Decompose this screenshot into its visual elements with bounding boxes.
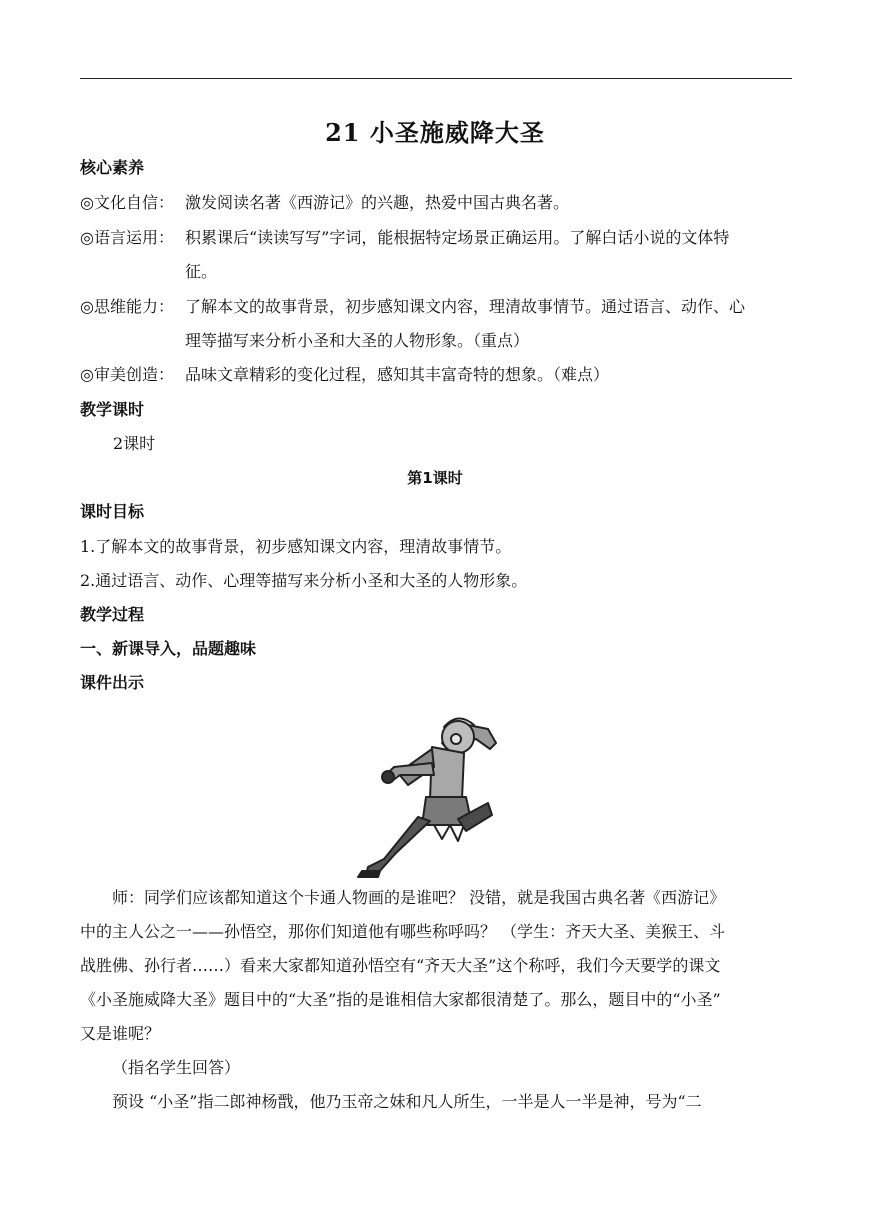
competency-language: [80, 228, 729, 248]
paragraph-line: 师：同学们应该都知道这个卡通人物画的是谁吧？ 没错，就是我国古典名著《西游记》: [112, 888, 726, 907]
paragraph-line: 《小圣施威降大圣》题目中的“大圣”指的是谁相信大家都很清楚了。那么，题目中的“小圣”: [80, 990, 721, 1009]
section-process-heading: 教学过程: [80, 605, 145, 624]
section-core-heading: 核心素养: [80, 158, 145, 177]
competency-text: 品味文章精彩的变化过程，感知其丰富奇特的想象。（难点）: [185, 365, 610, 384]
goal-item: 1.了解本文的故事背景，初步感知课文内容，理清故事情节。: [80, 537, 512, 556]
lesson-title: 21 小圣施威降大圣: [325, 118, 545, 147]
paragraph-line: 又是谁呢？: [80, 1024, 161, 1043]
competency-thinking-cont: 理等描写来分析小圣和大圣的人物形象。（重点）: [185, 331, 530, 350]
paragraph-line: 中的主人公之一——孙悟空，那你们知道他有哪些称呼吗？ （学生：齐天大圣、美猴王、斗: [80, 922, 726, 941]
competency-text: 激发阅读名著《西游记》的兴趣，热爱中国古典名著。: [185, 193, 570, 212]
competency-text: 了解本文的故事背景，初步感知课文内容，理清故事情节。通过语言、动作、心: [185, 297, 746, 316]
paragraph-line: 战胜佛、孙行者……）看来大家都知道孙悟空有“齐天大圣”这个称呼，我们今天要学的课文: [80, 956, 721, 975]
lesson-subtitle: 第1课时: [407, 469, 463, 487]
competency-text: 积累课后“读读写写”字词，能根据特定场景正确运用。了解白话小说的文体特: [185, 228, 730, 247]
monkey-king-illustration: [338, 703, 510, 879]
competency-culture: [80, 193, 569, 213]
competency-aesthetic: [80, 365, 609, 385]
competency-label: ◎语言运用：: [80, 228, 174, 247]
section-hours-heading: 教学课时: [80, 400, 145, 419]
header-rule: [80, 78, 792, 79]
competency-label: ◎文化自信：: [80, 193, 174, 212]
competency-label: ◎思维能力：: [80, 297, 174, 316]
step-one-heading: 一、新课导入，品题趣味: [80, 639, 257, 658]
competency-thinking: [80, 297, 745, 317]
competency-label: ◎审美创造：: [80, 365, 174, 384]
competency-language-cont: 征。: [185, 262, 218, 281]
preset-paragraph: 预设 “小圣”指二郎神杨戬，他乃玉帝之妹和凡人所生，一半是人一半是神，号为“二: [112, 1092, 702, 1111]
intro-paragraph: [80, 881, 792, 1119]
section-goals-heading: 课时目标: [80, 502, 145, 521]
hours-value: 2课时: [113, 434, 156, 453]
student-answer-note: （指名学生回答）: [112, 1058, 241, 1077]
courseware-heading: 课件出示: [80, 673, 145, 692]
goal-item: 2.通过语言、动作、心理等描写来分析小圣和大圣的人物形象。: [80, 571, 528, 590]
